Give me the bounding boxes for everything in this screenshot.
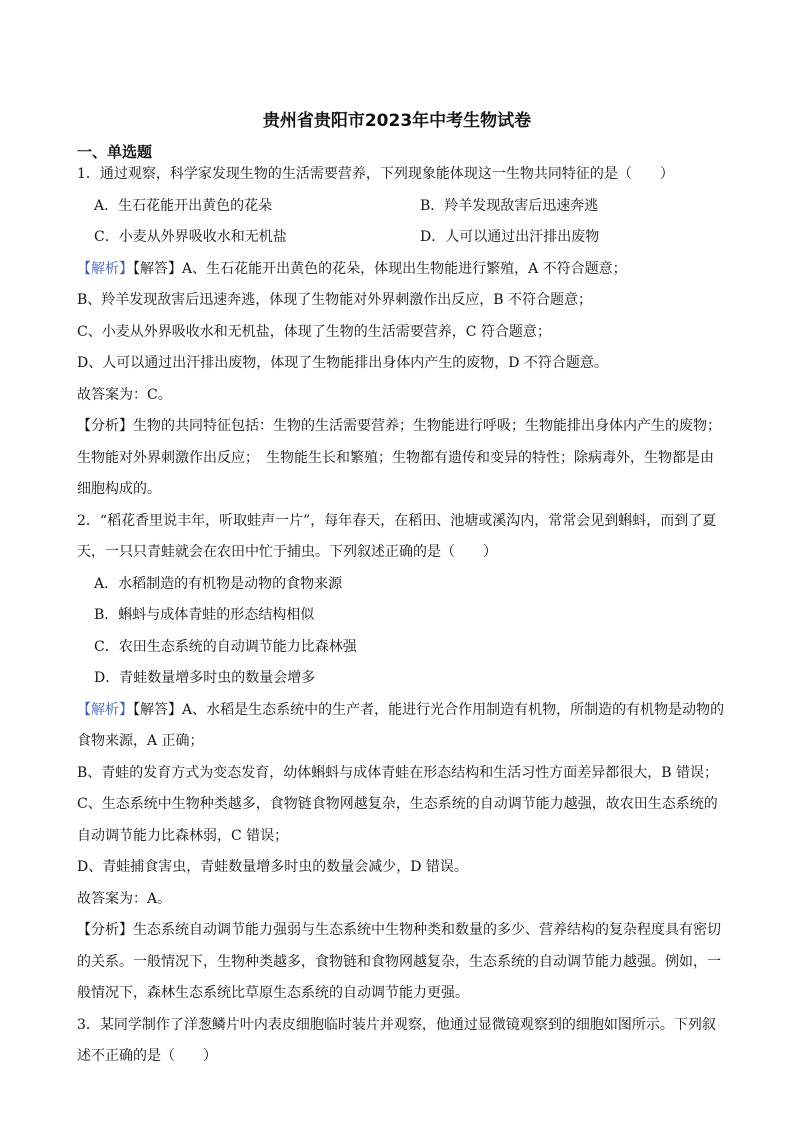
q2-option-c: C．农田生态系统的自动调节能力比森林强 [94,639,357,655]
q1-solution-line: D、人可以通过出汗排出废物，体现了生物能排出身体内产生的废物，D 不符合题意。 [77,355,608,371]
q1-answer: 故答案为：C。 [77,387,172,403]
q1-option-d: D．人可以通过出汗排出废物 [420,229,600,245]
q1-solution-line: B、羚羊发现敌害后迅速奔逃，体现了生物能对外界刺激作出反应，B 不符合题意； [77,292,593,308]
section-heading: 一、单选题 [77,143,153,161]
q2-solution-line: D、青蛙捕食害虫，青蛙数量增多时虫的数量会减少，D 错误。 [77,859,468,875]
q2-option-a: A．水稻制造的有机物是动物的食物来源 [94,576,343,592]
q1-option-a: A．生石花能开出黄色的花朵 [94,198,273,214]
q2-solution-line: B、青蛙的发育方式为变态发育，幼体蝌蚪与成体青蛙在形态结构和生活习性方面差异都很大，B 错误； [77,765,719,781]
q2-jiexi-tag: 【解析】 [77,702,133,718]
q3-stem: 述不正确的是（ ） [77,1048,217,1064]
q2-solution-line: 食物来源，A 正确； [77,733,204,749]
q2-solution-line: 【解析】【解答】A、水稻是生态系统中的生产者，能进行光合作用制造有机物，所制造的有机物是动物的 [77,702,725,718]
q1-jiexi-tag: 【解析】 [77,261,133,277]
q2-solution-line: C、生态系统中生物种类越多，食物链食物网越复杂，生态系统的自动调节能力越强，故农田生态系统的 [77,796,718,812]
q1-option-c: C．小麦从外界吸收水和无机盐 [94,229,287,245]
q1-solution-line: 【解析】【解答】A、生石花能开出黄色的花朵，体现出生物能进行繁殖，A 不符合题意； [77,261,627,277]
q1-stem: 1．通过观察，科学家发现生物的生活需要营养，下列现象能体现这一生物共同特征的是（ ） [77,166,674,182]
q2-option-d: D．青蛙数量增多时虫的数量会增多 [94,670,316,686]
q2-option-b: B．蝌蚪与成体青蛙的形态结构相似 [94,607,315,623]
q3-stem: 3．某同学制作了洋葱鳞片叶内表皮细胞临时装片并观察，他通过显微镜观察到的细胞如图所示。下列叙 [77,1017,716,1033]
q1-analysis-line: 细胞构成的。 [77,481,161,497]
q2-stem: 天，一只只青蛙就会在农田中忙于捕虫。下列叙述正确的是（ ） [77,544,497,560]
q1-option-b: B．羚羊发现敌害后迅速奔逃 [420,198,599,214]
q2-stem: 2．“稻花香里说丰年，听取蛙声一片”，每年春天，在稻田、池塘或溪沟内，常常会见到蝌蚪，而到了夏 [77,513,717,529]
q1-analysis-line: 生物能对外界刺激作出反应； 生物能生长和繁殖；生物都有遗传和变异的特性；除病毒外，生物都是由 [77,450,714,466]
q1-analysis-line: 【分析】生物的共同特征包括：生物的生活需要营养；生物能进行呼吸；生物能排出身体内产生的废物； [77,418,721,434]
q2-analysis-line: 的关系。一般情况下，生物种类越多，食物链和食物网越复杂，生态系统的自动调节能力越强。例如，一 [77,954,721,970]
q2-analysis-line: 【分析】生态系统自动调节能力强弱与生态系统中生物种类和数量的多少、营养结构的复杂程度具有密切 [77,922,721,938]
page-title: 贵州省贵阳市2023年中考生物试卷 [262,111,532,131]
q1-solution-line: C、小麦从外界吸收水和无机盐，体现了生物的生活需要营养，C 符合题意； [77,324,551,340]
q2-solution-line: 自动调节能力比森林弱，C 错误； [77,828,289,844]
q2-analysis-line: 般情况下，森林生态系统比草原生态系统的自动调节能力更强。 [77,985,469,1001]
q2-answer: 故答案为：A。 [77,891,172,907]
